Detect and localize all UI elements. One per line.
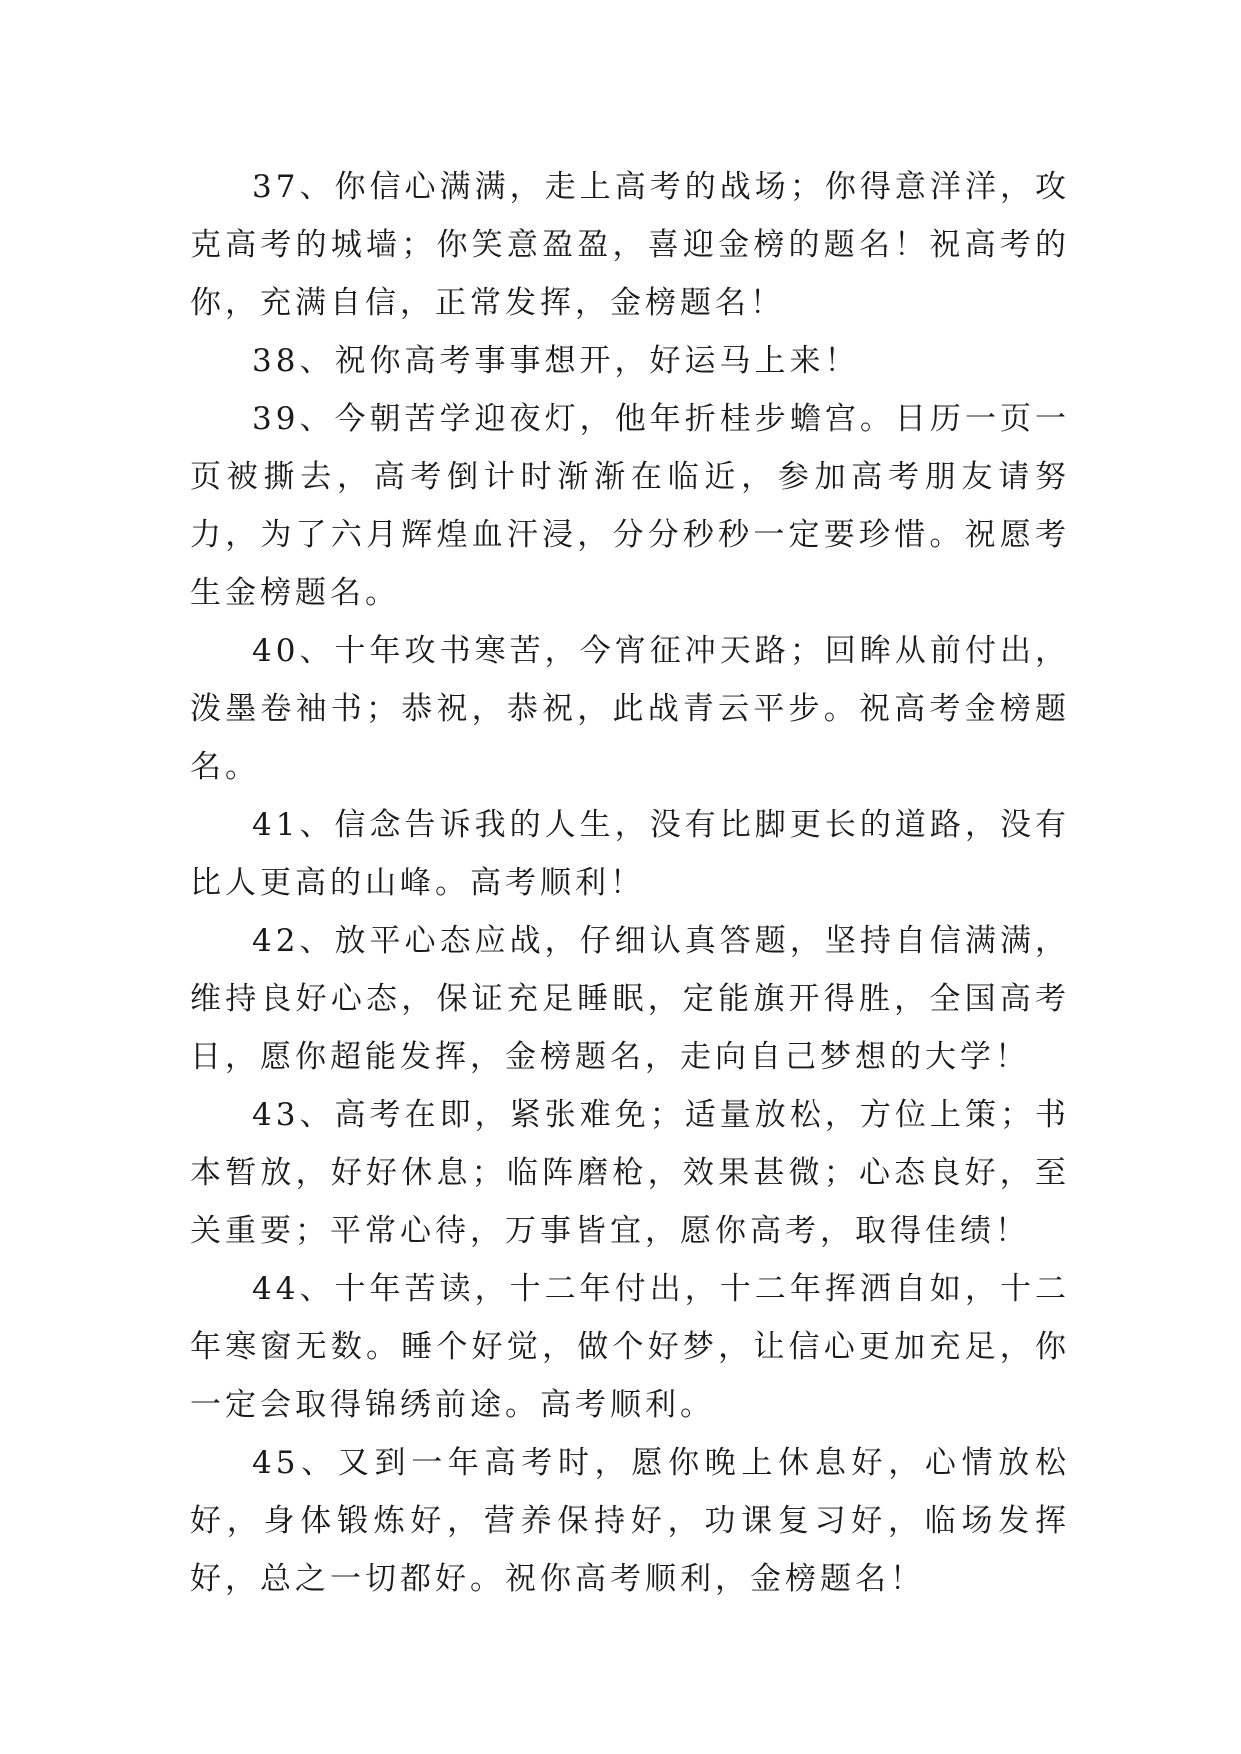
paragraph-39: 39、今朝苦学迎夜灯，他年折桂步蟾宫。日历一页一页被撕去，高考倒计时渐渐在临近，参加高考朋友请努力，为了六月辉煌血汗浸，分分秒秒一定要珍惜。祝愿考生金榜题名。 [190, 401, 1070, 611]
paragraph-43: 43、高考在即，紧张难免；适量放松，方位上策；书本暂放，好好休息；临阵磨枪，效果甚微；心态良好，至关重要；平常心待，万事皆宜，愿你高考，取得佳绩！ [190, 1097, 1070, 1249]
paragraph-40: 40、十年攻书寒苦，今宵征冲天路；回眸从前付出，泼墨卷袖书；恭祝，恭祝，此战青云平步。祝高考金榜题名。 [190, 633, 1070, 785]
document-body [190, 158, 1070, 1608]
paragraph-44: 44、十年苦读，十二年付出，十二年挥洒自如，十二年寒窗无数。睡个好觉，做个好梦，让信心更加充足，你一定会取得锦绣前途。高考顺利。 [190, 1271, 1070, 1423]
paragraph-45: 45、又到一年高考时，愿你晚上休息好，心情放松好，身体锻炼好，营养保持好，功课复习好，临场发挥好，总之一切都好。祝你高考顺利，金榜题名！ [190, 1445, 1070, 1597]
paragraph-42: 42、放平心态应战，仔细认真答题，坚持自信满满，维持良好心态，保证充足睡眠，定能旗开得胜，全国高考日，愿你超能发挥，金榜题名，走向自己梦想的大学！ [190, 923, 1070, 1075]
paragraph-41: 41、信念告诉我的人生，没有比脚更长的道路，没有比人更高的山峰。高考顺利！ [190, 807, 1070, 901]
paragraph-38: 38、祝你高考事事想开，好运马上来！ [252, 343, 860, 379]
paragraph-37: 37、你信心满满，走上高考的战场；你得意洋洋，攻克高考的城墙；你笑意盈盈，喜迎金榜的题名！祝高考的你，充满自信，正常发挥，金榜题名！ [190, 169, 1070, 321]
